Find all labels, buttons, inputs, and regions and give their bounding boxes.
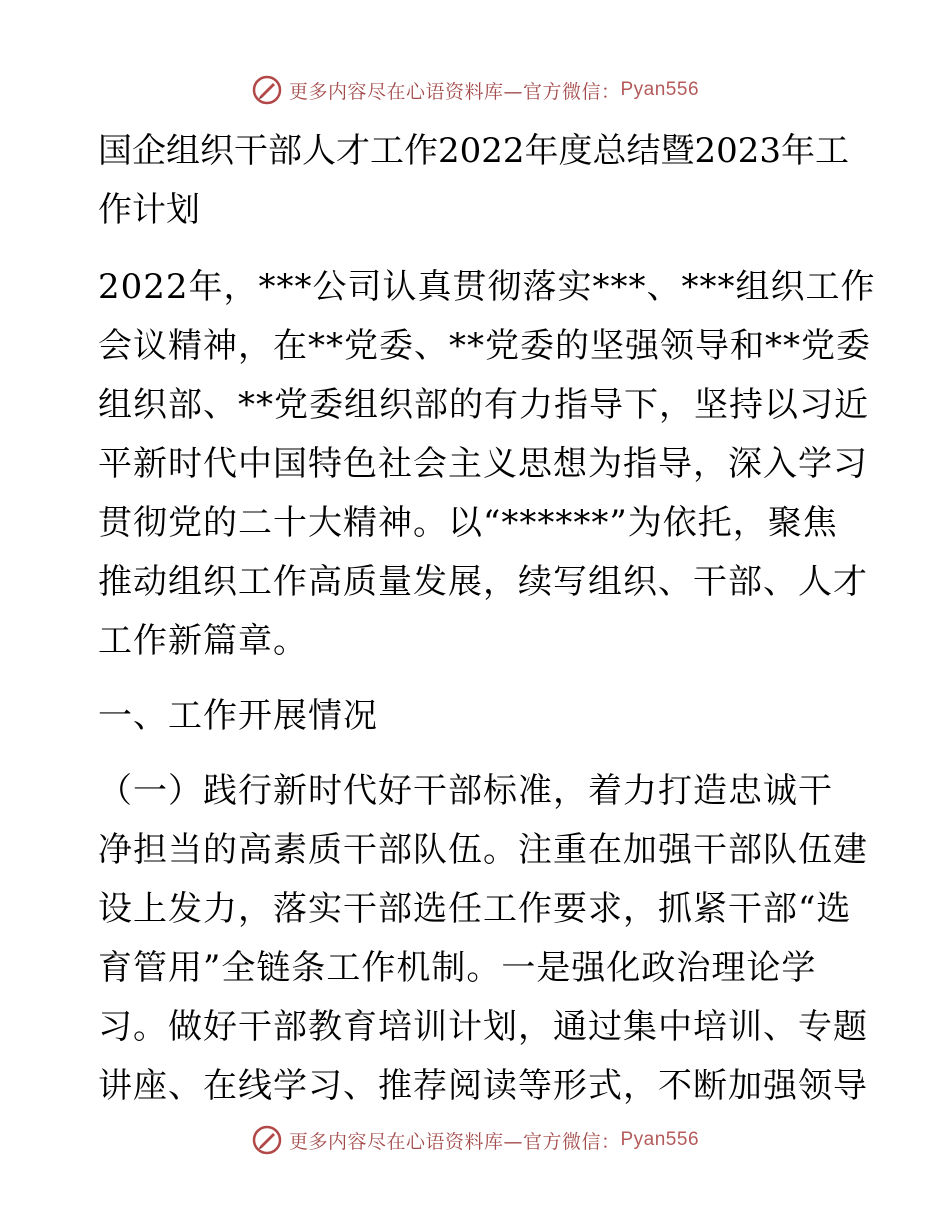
paragraph-line: 推动组织工作高质量发展，续写组织、干部、人才 (98, 562, 868, 602)
watermark-handle: Pyan556 (620, 79, 700, 100)
paragraph-line: 习。做好干部教育培训计划，通过集中培训、专题 (98, 1007, 868, 1047)
paragraph-line: 净担当的高素质干部队伍。注重在加强干部队伍建 (98, 830, 868, 870)
section-heading: 一、工作开展情况 (98, 696, 378, 736)
watermark-text: 更多内容尽在心语资料库—官方微信： (288, 1130, 621, 1153)
paragraph-line: 育管用”全链条工作机制。一是强化政治理论学 (98, 948, 817, 988)
paragraph-line: 平新时代中国特色社会主义思想为指导，深入学习 (98, 444, 868, 484)
watermark-footer (0, 1120, 950, 1160)
paragraph-line: 工作新篇章。 (98, 621, 308, 661)
subsection-paragraph (98, 762, 868, 1116)
paragraph-line: 2022年，***公司认真贯彻落实***、***组织工作 (98, 267, 876, 307)
title-line: 作计划 (98, 190, 200, 230)
document-body (98, 122, 876, 1116)
watermark-header (0, 70, 950, 110)
pen-logo-icon (251, 1124, 283, 1156)
intro-paragraph (98, 258, 876, 671)
pen-logo-icon (251, 74, 283, 106)
title-line: 国企组织干部人才工作2022年度总结暨2023年工 (98, 131, 850, 171)
paragraph-line: 贯彻党的二十大精神。以“******”为依托，聚焦 (98, 503, 838, 543)
watermark-handle: Pyan556 (620, 1129, 700, 1150)
watermark-text: 更多内容尽在心语资料库—官方微信： (288, 80, 621, 103)
paragraph-line: （一）践行新时代好干部标准，着力打造忠诚干 (98, 771, 833, 811)
paragraph-line: 讲座、在线学习、推荐阅读等形式，不断加强领导 (98, 1066, 868, 1106)
paragraph-line: 组织部、**党委组织部的有力指导下，坚持以习近 (98, 385, 869, 425)
paragraph-line: 设上发力，落实干部选任工作要求，抓紧干部“选 (98, 889, 852, 929)
document-title (98, 122, 850, 240)
paragraph-line: 会议精神，在**党委、**党委的坚强领导和**党委 (98, 326, 871, 366)
